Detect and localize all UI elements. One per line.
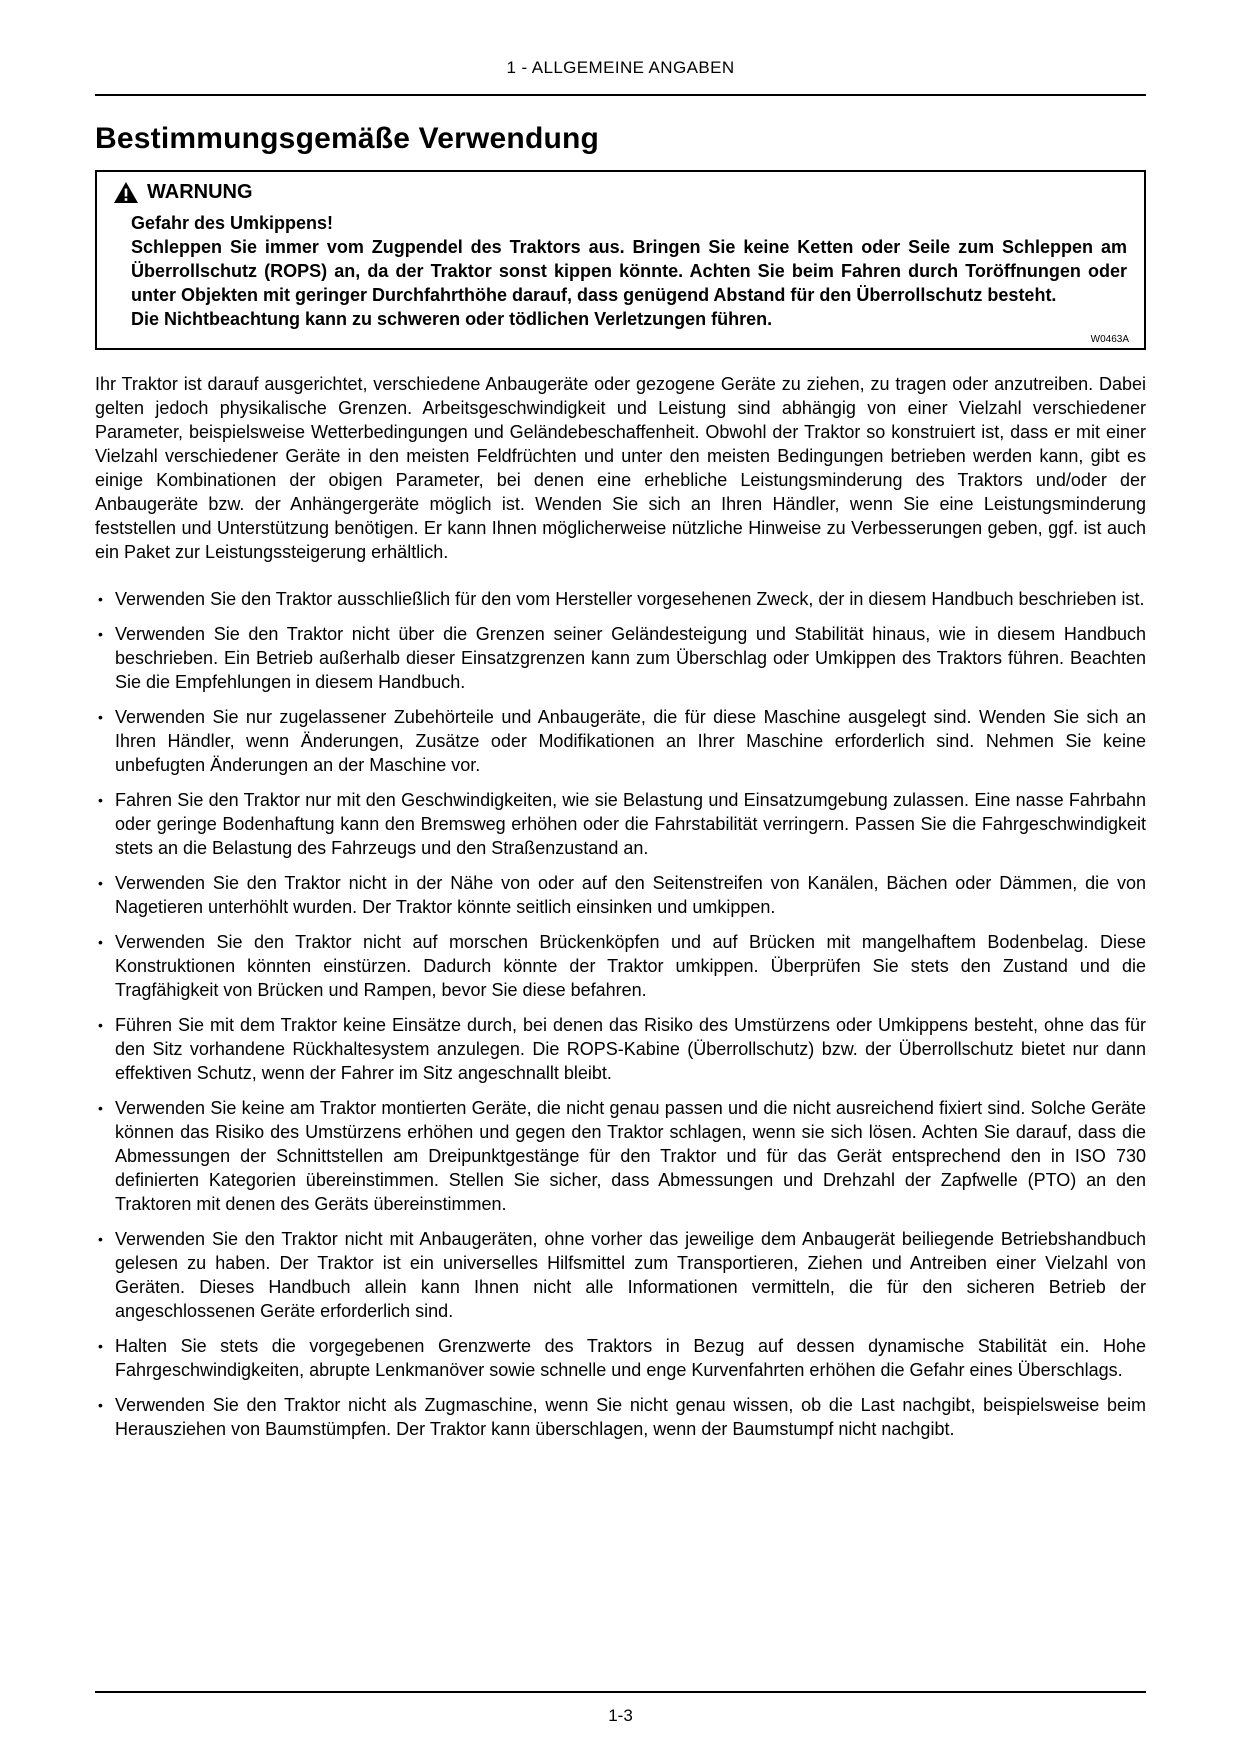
list-item: • Halten Sie stets die vorgegebenen Grenzwerte des Traktors in Bezug auf dessen dynamische Stabilität ein. Hohe Fahrgeschwindigkeiten, abrupte Lenkmanöver sowie schnelle und enge Kurvenfahrten erhöhen die Gefahr eines Überschlags. bbox=[95, 1334, 1146, 1382]
list-item: • Verwenden Sie den Traktor nicht mit Anbaugeräten, ohne vorher das jeweilige dem Anbaugerät beiliegende Betriebshandbuch gelesen zu haben. Der Traktor ist ein universelles Hilfsmittel zum Transportieren, Ziehen und Antreiben einer Vielzahl von Geräten. Dieses Handbuch allein kann Ihnen nicht alle Informationen vermitteln, die für den sicheren Betrieb der angeschlossenen Geräte erforderlich sind. bbox=[95, 1227, 1146, 1323]
list-item: • Verwenden Sie den Traktor nicht in der Nähe von oder auf den Seitenstreifen von Kanälen, Bächen oder Dämmen, die von Nagetieren unterhöhlt wurden. Der Traktor könnte seitlich einsinken und umkippen. bbox=[95, 871, 1146, 919]
warning-hazard-text: Gefahr des Umkippens! bbox=[131, 213, 334, 233]
warning-triangle-icon bbox=[114, 182, 138, 203]
footer-rule bbox=[95, 1691, 1146, 1693]
page-header bbox=[95, 0, 1146, 96]
bullet-list bbox=[95, 587, 1146, 1441]
list-item: • Verwenden Sie keine am Traktor montierten Geräte, die nicht genau passen und die nicht ausreichend fixiert sind. Solche Geräte können das Risiko des Umstürzens erhöhen und gegen den Traktor schlagen, wenn sie sich lösen. Achten Sie darauf, dass die Abmessungen der Schnittstellen am Dreipunktgestänge für den Traktor und für das Gerät entsprechend den in ISO 730 definierten Kategorien übereinstimmen. Stellen Sie sicher, dass Abmessungen und Drehzahl der Zapfwelle (PTO) an den Traktoren mit denen des Geräts übereinstimmen. bbox=[95, 1096, 1146, 1216]
warning-body-text: Schleppen Sie immer vom Zugpendel des Traktors aus. Bringen Sie keine Ketten oder Seile zum Schleppen am Überrollschutz (ROPS) an, da der Traktor sonst kippen könnte. Achten Sie beim Fahren durch Toröffnungen oder unter Objekten mit geringer Durchfahrthöhe darauf, dass genügend Abstand für den Überrollschutz besteht. bbox=[131, 237, 1127, 305]
warning-consequence-text: Die Nichtbeachtung kann zu schweren oder tödlichen Verletzungen führen. bbox=[131, 309, 773, 329]
page-number: 1-3 bbox=[608, 1706, 633, 1725]
page-title: Bestimmungsgemäße Verwendung bbox=[95, 122, 600, 155]
list-item: • Verwenden Sie den Traktor nicht als Zugmaschine, wenn Sie nicht genau wissen, ob die Last nachgibt, beispielsweise beim Herausziehen von Baumstümpfen. Der Traktor kann überschlagen, wenn der Baumstumpf nicht nachgibt. bbox=[95, 1393, 1146, 1441]
list-item: • Führen Sie mit dem Traktor keine Einsätze durch, bei denen das Risiko des Umstürzens oder Umkippens besteht, ohne das für den Sitz vorhandene Rückhaltesystem anzulegen. Die ROPS-Kabine (Überrollschutz) bzw. der Überrollschutz bietet nur dann effektiven Schutz, wenn der Fahrer im Sitz angeschnallt bleibt. bbox=[95, 1013, 1146, 1085]
page-footer bbox=[95, 1691, 1146, 1726]
list-item: • Verwenden Sie den Traktor nicht über die Grenzen seiner Geländesteigung und Stabilität hinaus, wie in diesem Handbuch beschrieben. Ein Betrieb außerhalb dieser Einsatzgrenzen kann zum Überschlag oder Umkippen des Traktors führen. Beachten Sie die Empfehlungen in diesem Handbuch. bbox=[95, 622, 1146, 694]
list-item: • Verwenden Sie nur zugelassener Zubehörteile und Anbaugeräte, die für diese Maschine ausgelegt sind. Wenden Sie sich an Ihren Händler, wenn Änderungen, Zusätze oder Modifikationen an Ihrer Maschine erforderlich sind. Nehmen Sie keine unbefugten Änderungen an der Maschine vor. bbox=[95, 705, 1146, 777]
list-item: • Verwenden Sie den Traktor ausschließlich für den vom Hersteller vorgesehenen Zweck, der in diesem Handbuch beschrieben ist. bbox=[95, 587, 1146, 611]
warning-content bbox=[131, 211, 1127, 331]
warning-label: WARNUNG bbox=[147, 181, 253, 203]
header-rule bbox=[95, 94, 1146, 96]
warning-header bbox=[114, 181, 1131, 204]
warning-code: W0463A bbox=[1090, 334, 1129, 345]
list-item: • Verwenden Sie den Traktor nicht auf morschen Brückenköpfen und auf Brücken mit mangelhaftem Bodenbelag. Diese Konstruktionen könnten einstürzen. Dadurch könnte der Traktor umkippen. Überprüfen Sie stets den Zustand und die Tragfähigkeit von Brücken und Rampen, bevor Sie diese befahren. bbox=[95, 930, 1146, 1002]
warning-box bbox=[95, 170, 1146, 350]
list-item: • Fahren Sie den Traktor nur mit den Geschwindigkeiten, wie sie Belastung und Einsatzumgebung zulassen. Eine nasse Fahrbahn oder geringe Bodenhaftung kann den Bremsweg erhöhen oder die Fahrstabilität verringern. Passen Sie die Fahrgeschwindigkeit stets an die Belastung des Fahrzeugs und den Straßenzustand an. bbox=[95, 788, 1146, 860]
intro-paragraph: Ihr Traktor ist darauf ausgerichtet, verschiedene Anbaugeräte oder gezogene Geräte zu ziehen, zu tragen oder anzutreiben. Dabei gelten jedoch physikalische Grenzen. Arbeitsgeschwindigkeit und Leistung sind abhängig von einer Vielzahl verschiedener Parameter, beispielsweise Wetterbedingungen und Geländebeschaffenheit. Obwohl der Traktor so konstruiert ist, dass er mit einer Vielzahl verschiedener Geräte in den meisten Feldfrüchten und unter den meisten Bedingungen betrieben werden kann, gibt es einige Kombinationen der obigen Parameter, bei denen eine erhebliche Leistungsminderung des Traktors und/oder der Anbaugeräte bzw. der Anhängergeräte möglich ist. Wenden Sie sich an Ihren Händler, wenn Sie eine Leistungsminderung feststellen und Unterstützung benötigen. Er kann Ihnen möglicherweise nützliche Hinweise zu Verbesserungen geben, ggf. ist auch ein Paket zur Leistungssteigerung erhältlich. bbox=[95, 374, 1146, 562]
chapter-heading: 1 - ALLGEMEINE ANGABEN bbox=[506, 58, 735, 77]
